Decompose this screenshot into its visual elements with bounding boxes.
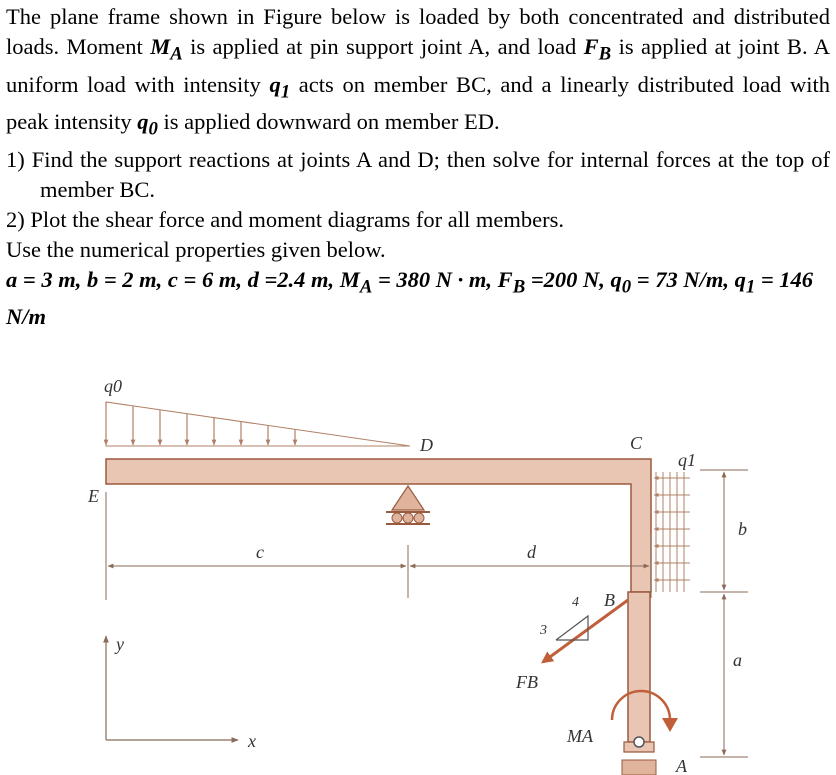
label-y: y	[116, 634, 124, 654]
label-slope-run: 4	[572, 595, 579, 610]
task-2: 2) Plot the shear force and moment diagrams for all members.	[6, 206, 564, 232]
label-a-joint: A	[676, 756, 687, 775]
member-ba	[628, 592, 650, 742]
frame-figure	[0, 350, 836, 775]
label-d-dim: d	[527, 542, 536, 562]
label-b-joint: B	[604, 590, 615, 610]
label-ma: MA	[567, 726, 593, 746]
pin-support-a	[622, 737, 656, 775]
label-b: b	[738, 519, 747, 539]
member-ec	[106, 459, 651, 592]
given-intro: Use the numerical properties given below.	[6, 236, 386, 262]
moment-ma-arrowhead	[662, 718, 678, 732]
label-c: C	[630, 433, 643, 453]
label-c-dim: c	[256, 542, 264, 562]
coordinate-axes	[106, 636, 238, 740]
label-q1: q1	[678, 450, 696, 470]
problem-statement	[6, 2, 830, 332]
q1-load	[654, 472, 690, 592]
force-fb	[543, 600, 628, 662]
given-values: a = 3 m, b = 2 m, c = 6 m, d =2.4 m, $M_A = 380$ N · m, $F_B =200$ N, $q_0 = 73$ N/m, $q_1 = 146$ N/m	[6, 266, 814, 329]
task-1: 1) Find the support reactions at joints A and D; then solve for internal forces at the top of member BC.	[6, 146, 830, 202]
roller-support-d	[386, 486, 430, 524]
label-q0: q0	[104, 376, 122, 396]
label-slope-rise: 3	[540, 623, 547, 638]
label-d: D	[420, 435, 433, 455]
q0-load	[106, 402, 410, 446]
label-e: E	[88, 486, 99, 506]
problem-intro: The plane frame shown in Figure below is loaded by both concentrated and distributed loads. Moment $M_A$ is applied at pin support joint A, and load $F_B$ is applied at joint B. A uniform load with intensity $q_1$ acts on member BC, and a linearly distributed load with peak intensity $q_0$ is applied downward on member ED.	[6, 4, 830, 140]
label-x: x	[248, 731, 256, 751]
label-a: a	[733, 650, 742, 670]
label-fb: FB	[516, 672, 538, 692]
